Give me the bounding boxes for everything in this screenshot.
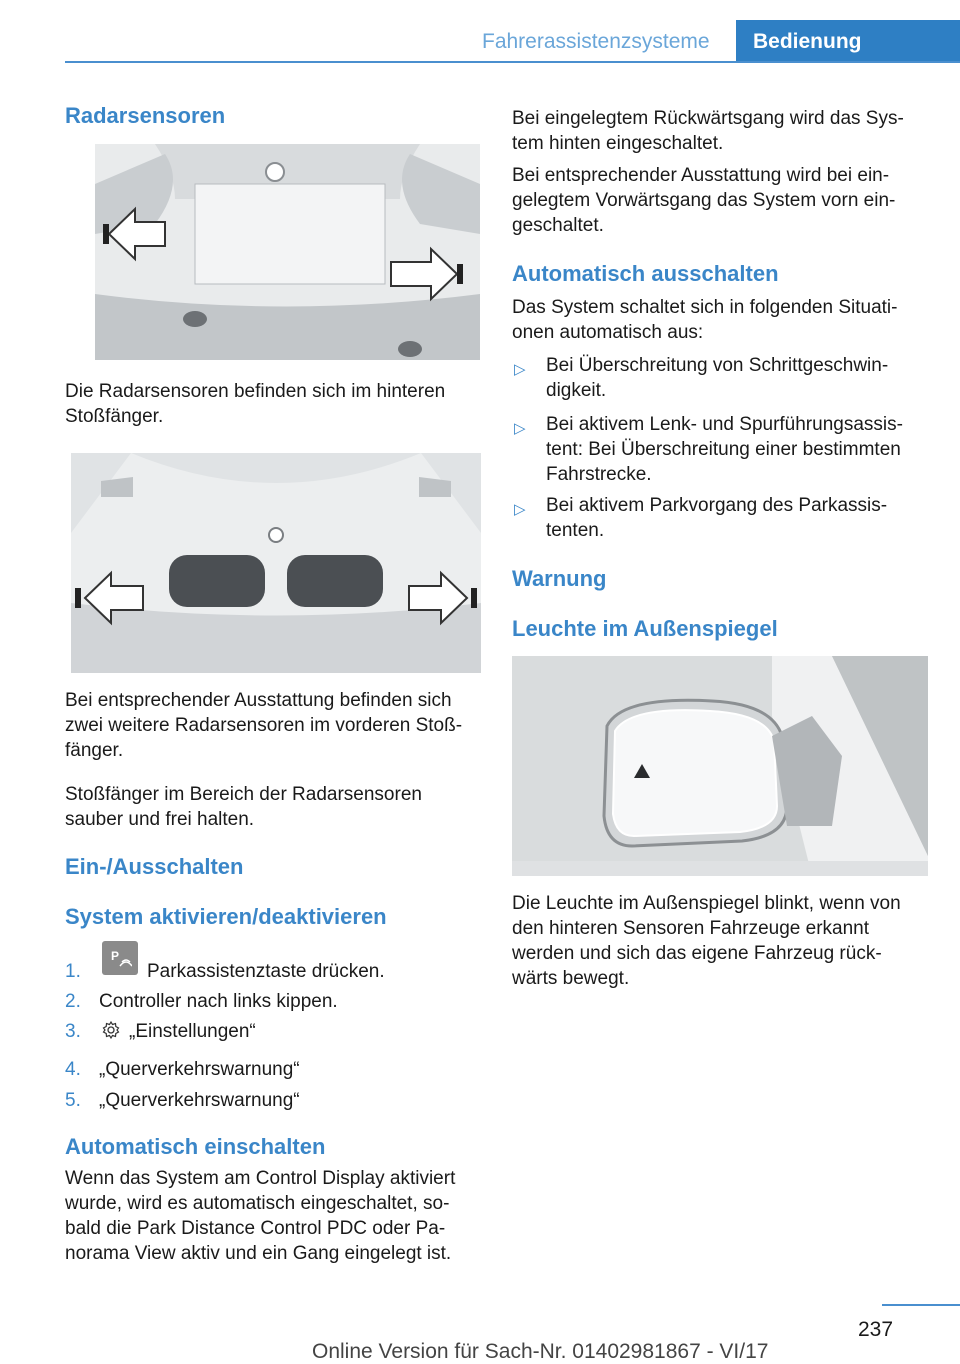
paragraph-auto-ein-l3: bald die Park Distance Control PDC oder Pa‐: [65, 1218, 446, 1239]
heading-system-aktivieren: System aktivieren/deaktivieren: [65, 904, 387, 929]
paragraph-radar-front-l1: Bei entsprechender Ausstattung befinden sich: [65, 690, 452, 711]
gear-icon: [101, 1020, 121, 1047]
step-text: Parkassistenztaste drücken.: [147, 961, 385, 982]
figure-rear-bumper: [95, 144, 480, 360]
bullet-text-l1: Bei aktivem Parkvorgang des Parkassis‐: [546, 495, 888, 516]
bullet-text-l1: Bei Überschreitung von Schrittgeschwin‐: [546, 355, 889, 376]
paragraph-situations-l1: Das System schaltet sich in folgenden Situati‐: [512, 297, 898, 318]
paragraph-reverse-l1: Bei eingelegtem Rückwärtsgang wird das Sys‐: [512, 108, 904, 129]
paragraph-reverse-l2: tem hinten eingeschaltet.: [512, 133, 724, 154]
step-number: 5.: [65, 1090, 81, 1111]
step-text: „Querverkehrswarnung“: [99, 1059, 300, 1080]
bullet-text-l2: tenten.: [546, 520, 605, 541]
paragraph-radar-rear-l1: Die Radarsensoren befinden sich im hinteren: [65, 381, 446, 402]
side-mirror-illustration: [512, 656, 928, 876]
paragraph-clean-l1: Stoßfänger im Bereich der Radarsensoren: [65, 784, 422, 805]
paragraph-leuchte-l4: wärts bewegt.: [512, 968, 630, 989]
bullet-triangle-icon: ▷: [514, 361, 526, 378]
bullet-text-l1: Bei aktivem Lenk- und Spurführungsassis‐: [546, 414, 903, 435]
paragraph-auto-ein-l2: wurde, wird es automatisch eingeschaltet, so‐: [65, 1193, 450, 1214]
heading-leuchte-aussenspiegel: Leuchte im Außenspiegel: [512, 616, 778, 641]
front-bumper-illustration: [71, 453, 481, 673]
header-tab-bedienung[interactable]: [736, 20, 960, 63]
step-text: Controller nach links kippen.: [99, 991, 338, 1012]
paragraph-radar-front-l3: fänger.: [65, 740, 124, 761]
step-number: 1.: [65, 961, 81, 982]
figure-side-mirror: [512, 656, 928, 876]
paragraph-leuchte-l2: den hinteren Sensoren Fahrzeuge erkannt: [512, 918, 870, 939]
page-number: 237: [858, 1318, 894, 1341]
paragraph-radar-front-l2: zwei weitere Radarsensoren im vorderen Stoß‐: [65, 715, 463, 736]
step-number: 2.: [65, 991, 81, 1012]
paragraph-forward-l1: Bei entsprechender Ausstattung wird bei ein‐: [512, 165, 890, 186]
paragraph-auto-ein-l1: Wenn das System am Control Display aktiviert: [65, 1168, 456, 1189]
footer-divider: [882, 1304, 960, 1306]
step-text: „Einstellungen“: [129, 1021, 256, 1042]
paragraph-leuchte-l3: werden und sich das eigene Fahrzeug rück‐: [512, 943, 882, 964]
bullet-triangle-icon: ▷: [514, 420, 526, 437]
heading-radarsensoren: Radarsensoren: [65, 103, 226, 128]
footer-online-version: Online Version für Sach-Nr. 01402981867 - VI/17: [312, 1340, 769, 1363]
paragraph-auto-ein-l4: norama View aktiv und ein Gang eingelegt ist.: [65, 1243, 452, 1264]
paragraph-forward-l2: gelegtem Vorwärtsgang das System vorn ein‐: [512, 190, 896, 211]
heading-ein-ausschalten: Ein-/Ausschalten: [65, 854, 244, 879]
bullet-text-l2: tent: Bei Überschreitung einer bestimmten: [546, 439, 901, 460]
paragraph-radar-rear-l2: Stoßfänger.: [65, 406, 164, 427]
bullet-text-l2: digkeit.: [546, 380, 607, 401]
paragraph-leuchte-l1: Die Leuchte im Außenspiegel blinkt, wenn von: [512, 893, 901, 914]
header-tab-label: Bedienung: [753, 29, 862, 53]
step-number: 4.: [65, 1059, 81, 1080]
header-section-title: Fahrerassistenzsysteme: [482, 30, 710, 53]
step-number: 3.: [65, 1021, 81, 1042]
figure-front-bumper: [71, 453, 481, 673]
paragraph-situations-l2: onen automatisch aus:: [512, 322, 704, 343]
park-assistant-button-icon: [102, 941, 138, 975]
paragraph-forward-l3: geschaltet.: [512, 215, 604, 236]
heading-warnung: Warnung: [512, 566, 607, 591]
step-text: „Querverkehrswarnung“: [99, 1090, 300, 1111]
bullet-text-l3: Fahrstrecke.: [546, 464, 652, 485]
paragraph-clean-l2: sauber und frei halten.: [65, 809, 255, 830]
svg-text:P: P: [111, 949, 120, 963]
header-divider: [65, 61, 960, 63]
bullet-triangle-icon: ▷: [514, 501, 526, 518]
rear-bumper-illustration: [95, 144, 480, 360]
heading-automatisch-einschalten: Automatisch einschalten: [65, 1134, 326, 1159]
heading-automatisch-ausschalten: Automatisch ausschalten: [512, 261, 779, 286]
